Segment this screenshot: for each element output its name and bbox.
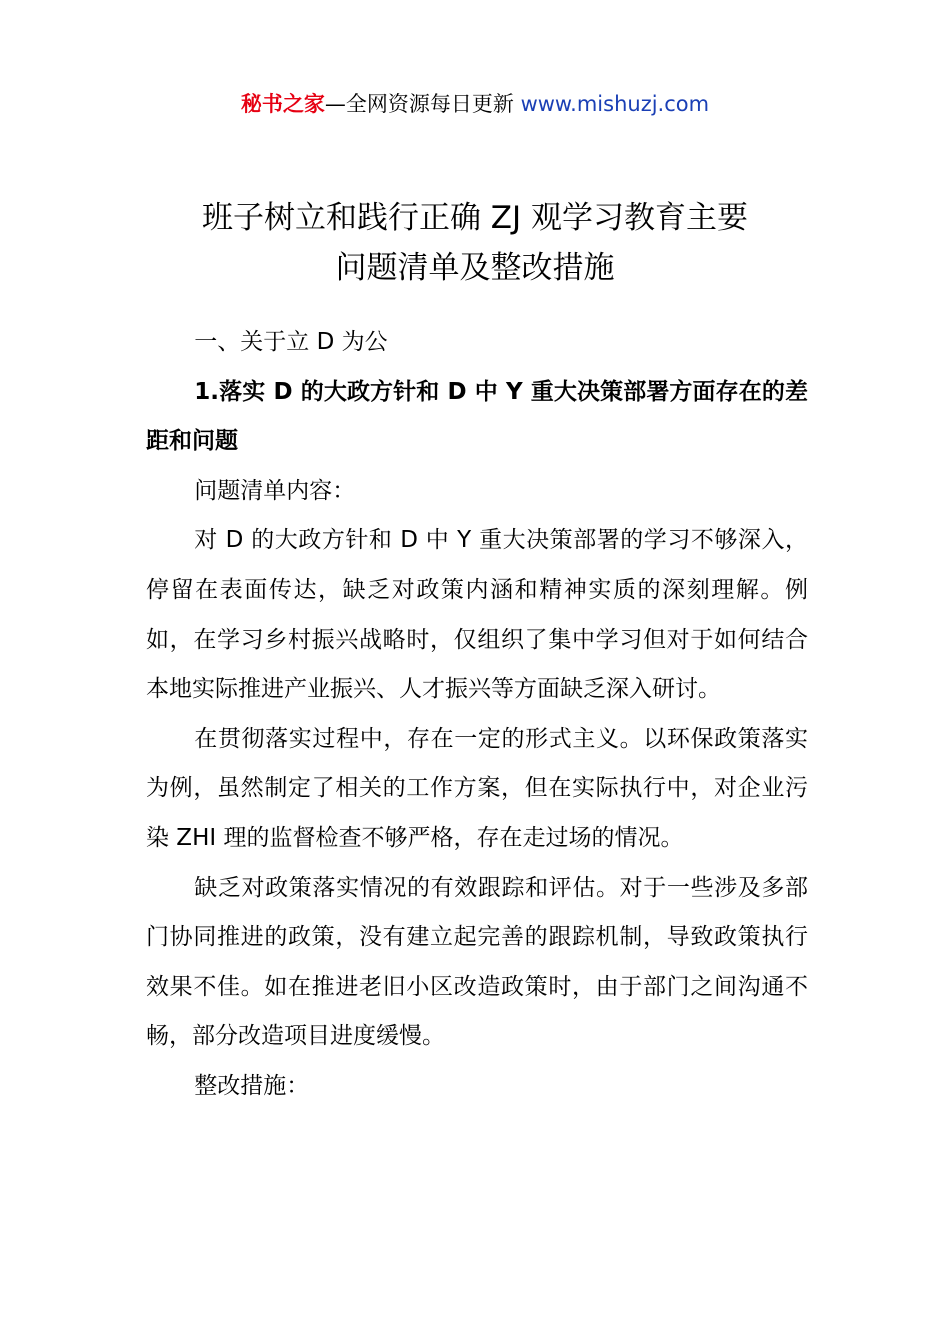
- site-header: [0, 88, 950, 120]
- brand-name: 秘书之家: [240, 92, 325, 116]
- body-paragraph-3: 缺乏对政策落实情况的有效跟踪和评估。对于一些涉及多部门协同推进的政策，没有建立起完善的跟踪机制，导致政策执行效果不佳。如在推进老旧小区改造政策时，由于部门之间沟通不畅，部分改造项目进度缓慢。: [146, 874, 808, 1050]
- rectification-label: 整改措施：: [194, 1072, 310, 1099]
- body-paragraph-1: 对 D 的大政方针和 D 中 Y 重大决策部署的学习不够深入，停留在表面传达，缺乏对政策内涵和精神实质的深刻理解。例如，在学习乡村振兴战略时，仅组织了集中学习但对于如何结合本地实际推进产业振兴、人才振兴等方面缺乏深入研讨。: [146, 527, 808, 703]
- document-body: [146, 318, 808, 1112]
- document-title: [0, 193, 950, 293]
- section-heading: 一、关于立 D 为公: [194, 329, 388, 355]
- header-tagline: —全网资源每日更新: [324, 92, 521, 116]
- problem-list-label: 问题清单内容：: [194, 477, 356, 504]
- title-line-2: 问题清单及整改措施: [335, 250, 615, 286]
- subheading: 1.落实 D 的大政方针和 D 中 Y 重大决策部署方面存在的差距和问题: [146, 378, 808, 455]
- site-url-link[interactable]: www.mishuzj.com: [520, 92, 710, 116]
- title-line-1: 班子树立和践行正确 ZJ 观学习教育主要: [201, 200, 749, 236]
- body-paragraph-2: 在贯彻落实过程中，存在一定的形式主义。以环保政策落实为例，虽然制定了相关的工作方案，但在实际执行中，对企业污染 ZHI 理的监督检查不够严格，存在走过场的情况。: [146, 725, 808, 851]
